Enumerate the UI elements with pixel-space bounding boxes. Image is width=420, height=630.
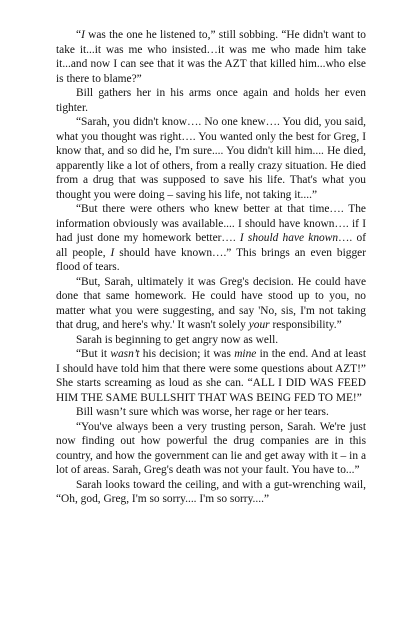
paragraph bbox=[56, 115, 366, 202]
text-run: Sarah looks toward the ceiling, and with a gut-wrenching wail, “Oh, god, Greg, I'm so sorry.... I'm so sorry....” bbox=[56, 478, 366, 505]
paragraph bbox=[56, 405, 366, 420]
text-run: “Sarah, you didn't know…. No one knew…. You did, you said, what you thought was right…. You wanted only the best for Greg, I know that, and so did he, I'm sure.... You didn't kill him.... He died, apparently like a lot of others, from a really crazy situation. He died from a drug that was supposed to save his life. That's what you thought you were doing – saving his life, not taking it....” bbox=[56, 116, 366, 201]
text-run: “But there were others who knew better at that time…. The information obviously was available.... I should have known…. if I had just done my homework better…. bbox=[56, 203, 366, 244]
text-run: “But, Sarah, ultimately it was Greg's decision. He could have done that same homework. He could have stood up to you, no matter what you were suggesting, and say 'No, sis, I'm not taking that drug, and here's why.' It wasn't solely bbox=[56, 275, 366, 331]
paragraph bbox=[56, 202, 366, 275]
italic-run: I bbox=[110, 246, 115, 259]
italic-run: I should have known bbox=[239, 232, 339, 244]
text-run: Bill gathers her in his arms once again and holds her even tighter. bbox=[56, 87, 366, 114]
italic-run: I bbox=[81, 29, 85, 41]
text-run: his decision; it was bbox=[139, 348, 235, 360]
text-run: “But it bbox=[76, 348, 111, 360]
italic-run: wasn’t bbox=[110, 348, 140, 360]
paragraph bbox=[56, 347, 366, 405]
text-run: Bill wasn’t sure which was worse, her rage or her tears. bbox=[76, 406, 329, 418]
paragraph bbox=[56, 478, 366, 507]
italic-run: mine bbox=[234, 348, 257, 360]
text-run: “ bbox=[76, 29, 82, 41]
paragraph bbox=[56, 28, 366, 86]
text-run: Sarah is beginning to get angry now as well. bbox=[76, 333, 279, 346]
paragraph bbox=[56, 275, 366, 333]
text-run: …. of all people, bbox=[56, 232, 366, 259]
text-run: was the one he listened to,” still sobbing. “He didn't want to take it...it was me who insisted…it was me who made him take it...and now I can see that it was the AZT that killed him...who else is there to blame?” bbox=[56, 29, 366, 85]
paragraph bbox=[56, 420, 366, 478]
text-run: should have known….” This brings an even bigger flood of tears. bbox=[56, 246, 366, 273]
book-page-body bbox=[56, 28, 366, 507]
italic-run: your bbox=[248, 319, 270, 331]
text-run: in the end. And at least I should have told him that there were some questions about AZT!” She starts screaming as loud as she can. “ALL I DID WAS FEED HIM THE SAME BULLSHIT THAT WAS BEING FED TO ME!” bbox=[56, 348, 366, 404]
text-run: responsibility.” bbox=[269, 319, 342, 331]
paragraph bbox=[56, 333, 366, 348]
text-run: “You've always been a very trusting person, Sarah. We're just now finding out how powerful the drug companies are in this country, and how the government can lie and get away with it – in a lot of areas. Sarah, Greg's death was not your fault. You have to...” bbox=[56, 420, 366, 476]
paragraph bbox=[56, 86, 366, 115]
